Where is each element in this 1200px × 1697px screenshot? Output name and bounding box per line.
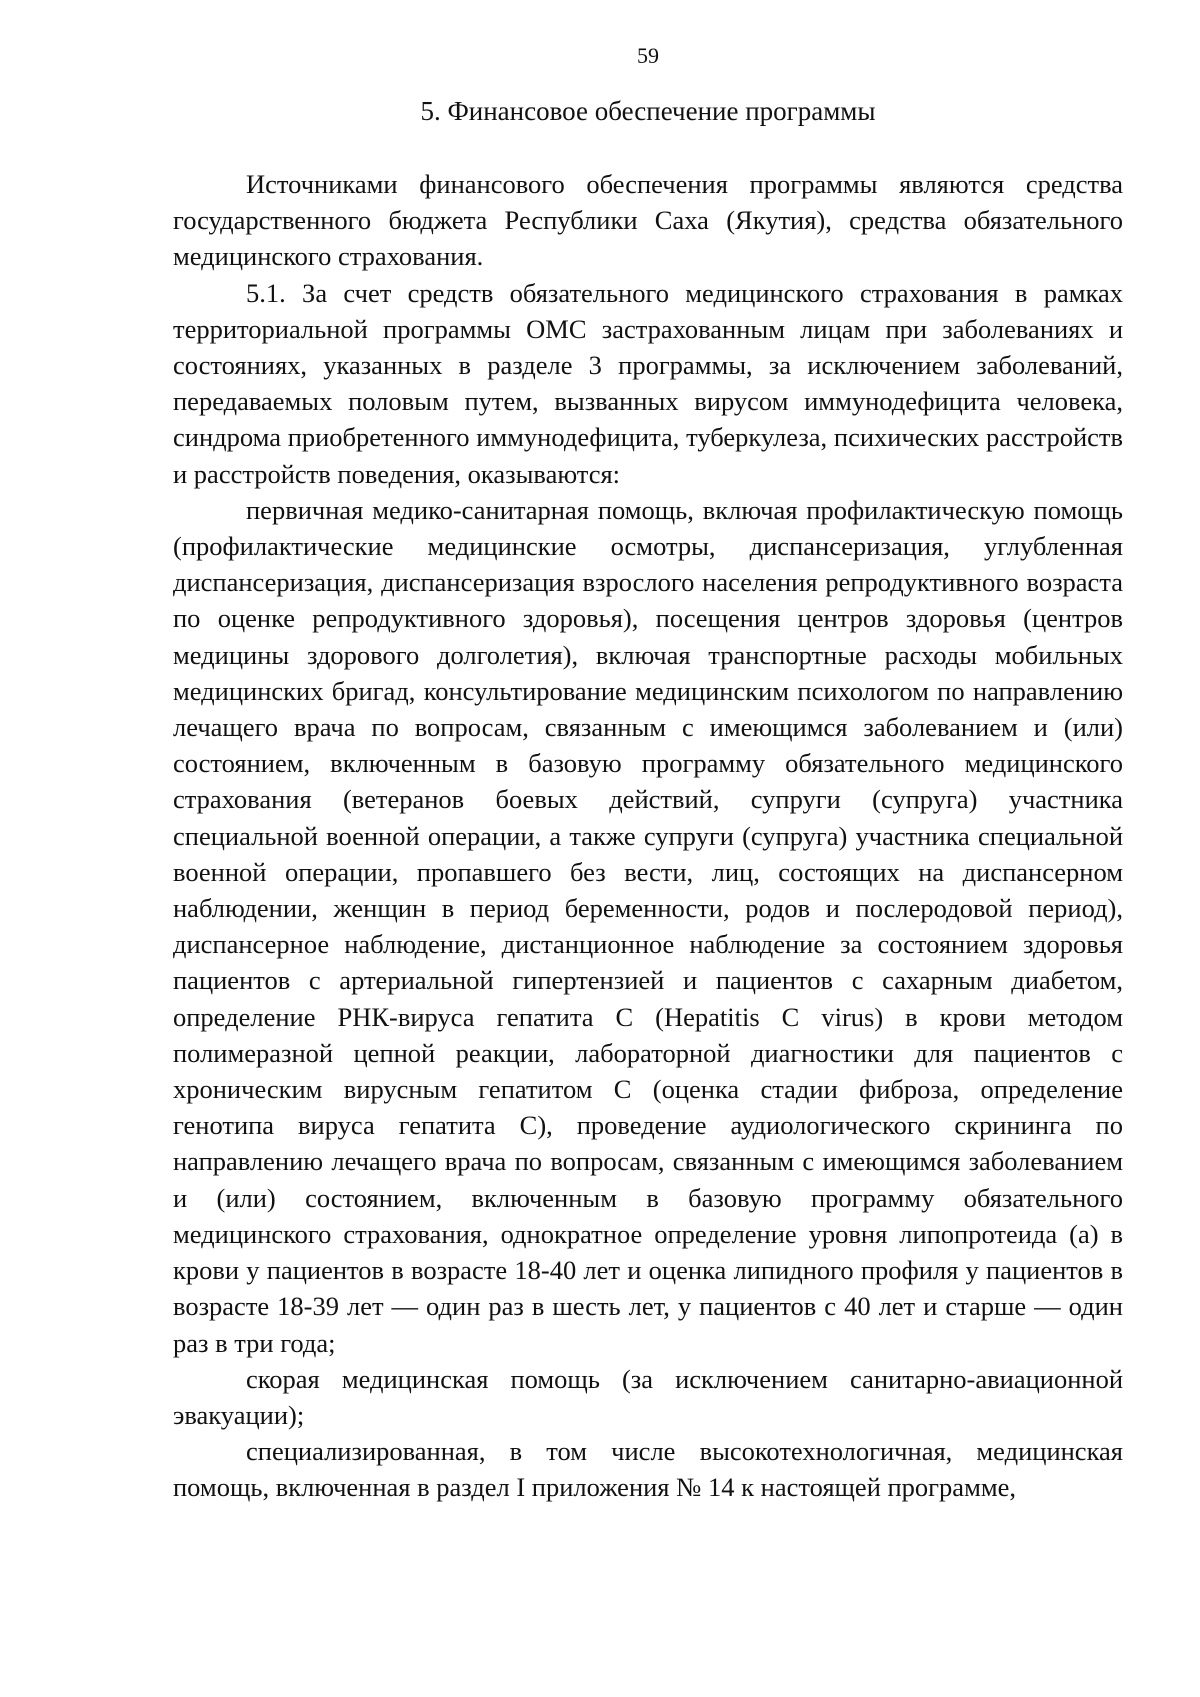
paragraph-emergency-care: скорая медицинская помощь (за исключением санитарно-авиационной эвакуации); xyxy=(173,1363,1123,1430)
paragraph-funding-sources: Источниками финансового обеспечения программы являются средства государственного бюджета Республики Саха (Якутия), средства обязательного медицинского страхования. xyxy=(173,169,1123,272)
document-page xyxy=(173,40,1123,1506)
paragraph-5-1: 5.1. За счет средств обязательного медицинского страхования в рамках территориальной программы ОМС застрахованным лицам при заболеваниях и состояниях, указанных в разделе 3 программы, за исключением заболеваний, передаваемых половым путем, вызванных вирусом иммунодефицита человека, синдрома приобретенного иммунодефицита, туберкулеза, психических расстройств и расстройств поведения, оказываются: xyxy=(173,277,1123,489)
page-number: 59 xyxy=(637,43,659,68)
section-title: 5. Финансовое обеспечение программы xyxy=(420,96,876,126)
paragraph-specialized-care: специализированная, в том числе высокотехнологичная, медицинская помощь, включенная в раздел I приложения № 14 к настоящей программе, xyxy=(173,1436,1123,1503)
paragraph-primary-care: первичная медико-санитарная помощь, включая профилактическую помощь (профилактические медицинские осмотры, диспансеризация, углубленная диспансеризация, диспансеризация взрослого населения репродуктивного возраста по оценке репродуктивного здоровья), посещения центров здоровья (центров медицины здорового долголетия), включая транспортные расходы мобильных медицинских бригад, консультирование медицинским психологом по направлению лечащего врача по вопросам, связанным с имеющимся заболеванием и (или) состоянием, включенным в базовую программу обязательного медицинского страхования (ветеранов боевых действий, супруги (супруга) участника специальной военной операции, а также супруги (супруга) участника специальной военной операции, пропавшего без вести, лиц, состоящих на диспансерном наблюдении, женщин в период беременности, родов и послеродовой период), диспансерное наблюдение, дистанционное наблюдение за состоянием здоровья пациентов с артериальной гипертензией и пациентов с сахарным диабетом, определение РНК-вируса гепатита C (Hepatitis C virus) в крови методом полимеразной цепной реакции, лабораторной диагностики для пациентов с хроническим вирусным гепатитом C (оценка стадии фиброза, определение генотипа вируса гепатита C), проведение аудиологического скрининга по направлению лечащего врача по вопросам, связанным с имеющимся заболеванием и (или) состоянием, включенным в базовую программу обязательного медицинского страхования, однократное определение уровня липопротеида (а) в крови у пациентов в возрасте 18-40 лет и оценка липидного профиля у пациентов в возрасте 18-39 лет — один раз в шесть лет, у пациентов с 40 лет и старше — один раз в три года; xyxy=(173,494,1123,1358)
